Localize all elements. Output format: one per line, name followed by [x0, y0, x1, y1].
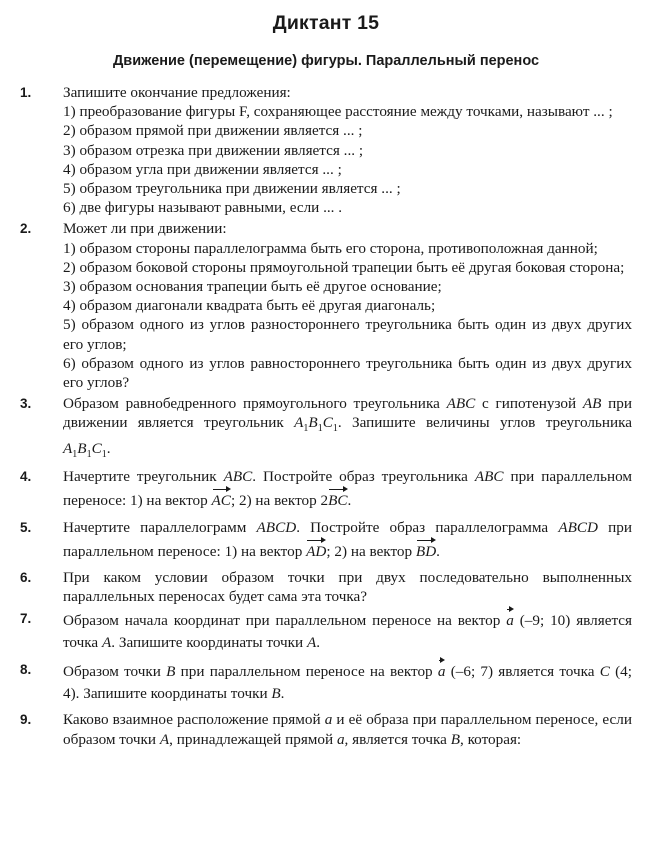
text-run: . — [347, 491, 352, 509]
task-line: 5) образом одного из углов разностороннего треугольника быть один из двух других его углов; — [63, 316, 632, 353]
text-run: . Постройте образ параллелограмма — [296, 518, 559, 536]
task-line: 3) образом отрезка при движении является ... ; — [63, 141, 364, 159]
task-7 — [20, 608, 632, 654]
task-line: 6) образом одного из углов равностороннего треугольника быть один из двух других его углов? — [63, 354, 632, 392]
text-run: Образом начала координат при параллельном переносе на вектор — [63, 612, 507, 630]
task-number: 5. — [20, 519, 32, 535]
task-3 — [20, 394, 632, 464]
vector-ad: AD — [306, 539, 326, 563]
task-body — [63, 517, 632, 563]
parallelogram-name: ABCD — [558, 518, 598, 536]
point-name: A — [101, 634, 112, 652]
text-run: при движении является треугольник — [63, 395, 632, 432]
line-name: a — [324, 711, 333, 729]
task-body — [63, 83, 632, 217]
task-line: 4) образом диагонали квадрата быть её другая диагональ; — [63, 297, 436, 315]
hypotenuse-name: AB — [582, 395, 602, 413]
text-run: , является точка — [344, 730, 451, 748]
text-run: Каково взаимное расположение прямой — [63, 711, 325, 729]
point-name: A — [159, 730, 170, 748]
text-run: при параллельном переносе на вектор — [175, 663, 438, 681]
text-run: . Запишите координаты точки — [111, 634, 307, 652]
text-run: ; 2) на вектор — [326, 542, 416, 560]
task-number: 8. — [20, 662, 32, 678]
text-run: с гипотенузой — [475, 395, 583, 413]
text-run: . Запишите величины углов треугольника — [337, 414, 632, 432]
text-run: (4; 4). Запишите координаты точки — [63, 663, 632, 703]
text-run: ; 2) на вектор 2 — [230, 491, 329, 509]
text-run: , которая: — [459, 730, 522, 748]
task-line: 3) образом основания трапеции быть её другое основание; — [63, 278, 442, 296]
task-number: 2. — [20, 221, 32, 237]
text-run: . — [436, 542, 440, 560]
task-body — [63, 659, 632, 705]
text-run: . — [280, 685, 285, 703]
text-run: Образом равнобедренного прямоугольного треугольника — [63, 395, 447, 413]
task-number: 4. — [20, 468, 32, 484]
task-number: 7. — [20, 611, 32, 627]
task-line: Запишите окончание предложения: — [63, 84, 291, 101]
task-6 — [20, 568, 632, 606]
vector-a: a — [438, 659, 446, 683]
point-name: B — [450, 730, 460, 748]
text-run: . — [316, 634, 321, 652]
task-1 — [20, 83, 632, 217]
task-2 — [20, 219, 632, 392]
task-number: 1. — [20, 85, 32, 100]
task-body: При каком условии образом точки при двух последовательно выполненных параллельных переносах будет сама эта точка? — [63, 568, 632, 606]
image-triangle-name: $A_1B_1C_1$ — [63, 439, 107, 460]
task-line: 2) образом прямой при движении является ... ; — [63, 122, 363, 140]
triangle-name: ABC — [223, 467, 253, 485]
point-name: A — [306, 634, 317, 652]
task-number: 9. — [20, 712, 32, 728]
text-run: Начертите треугольник — [63, 467, 224, 485]
vector-ac: AC — [212, 488, 231, 512]
text-run: . Постройте образ треугольника — [252, 467, 475, 485]
task-line: 4) образом угла при движении является ... ; — [63, 160, 342, 178]
task-body — [63, 710, 632, 748]
task-line: 1) преобразование фигуры F, сохраняющее расстояние между точками, называют ... ; — [63, 103, 613, 121]
task-number: 6. — [20, 569, 32, 585]
text-run: и её образа при параллельном переносе, если образом точки — [63, 711, 632, 748]
task-line: 1) образом стороны параллелограмма быть его сторона, противоположная данной; — [63, 239, 598, 257]
text-run: при параллельном переносе: 1) на вектор — [63, 467, 632, 509]
page-subtitle: Движение (перемещение) фигуры. Параллельный перенос — [112, 53, 540, 69]
point-name: C — [599, 663, 610, 681]
text-run: (–9; 10) является точка — [63, 612, 633, 652]
vector-bd: BD — [416, 539, 436, 563]
vector-a: a — [506, 608, 514, 632]
task-line: 2) образом боковой стороны прямоугольной трапеции быть её другая боковая сторона; — [63, 258, 625, 276]
vector-bc: BC — [328, 488, 347, 512]
task-line: Может ли при движении: — [63, 220, 227, 238]
text-run: (–6; 7) является точка — [445, 663, 600, 681]
task-4 — [20, 466, 632, 512]
task-5 — [20, 517, 632, 563]
text-run: Образом точки — [63, 663, 167, 681]
task-body — [63, 394, 632, 464]
point-name: B — [166, 663, 176, 681]
task-9 — [20, 710, 632, 748]
page-title: Диктант 15 — [272, 12, 380, 34]
task-body — [63, 219, 632, 392]
point-name: B — [271, 685, 281, 703]
task-line: 6) две фигуры называют равными, если ... . — [63, 199, 343, 217]
task-body — [63, 608, 632, 654]
text-run: при параллельном переносе: 1) на вектор — [63, 518, 632, 560]
task-8 — [20, 659, 632, 705]
triangle-name: ABC — [446, 395, 476, 413]
text-run: . — [106, 439, 111, 457]
task-line: 5) образом треугольника при движении является ... ; — [63, 180, 401, 198]
line-name: a — [336, 730, 345, 748]
image-triangle-name: $A_1B_1C_1$ — [294, 414, 338, 435]
parallelogram-name: ABCD — [256, 518, 297, 536]
task-body — [63, 466, 632, 512]
triangle-name: ABC — [474, 467, 504, 485]
task-number: 3. — [20, 396, 32, 412]
text-run: , принадлежащей прямой — [169, 730, 337, 748]
text-run: Начертите параллелограмм — [63, 518, 257, 536]
